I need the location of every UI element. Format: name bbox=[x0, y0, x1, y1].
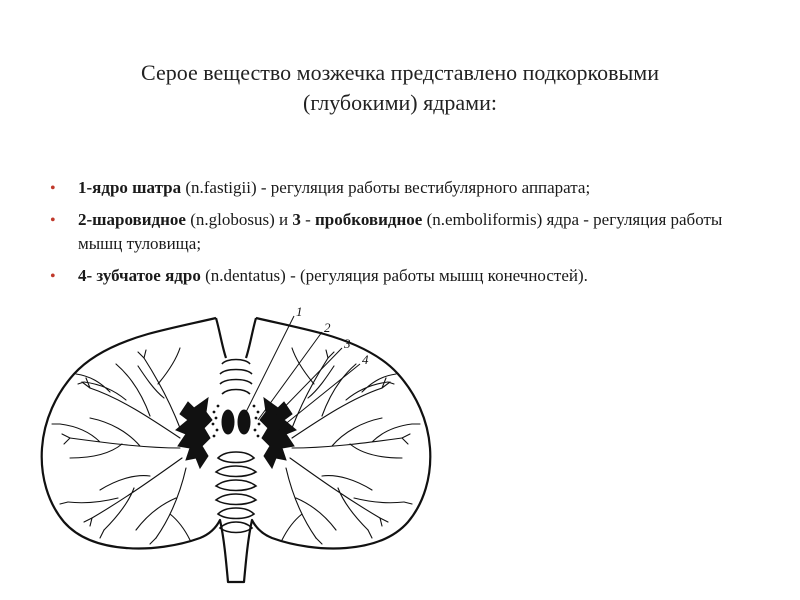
bullet-bold-text: пробковидное bbox=[315, 210, 423, 229]
dentate-nucleus-left bbox=[176, 398, 212, 468]
fastigial-nucleus-right bbox=[238, 410, 250, 434]
midline-notch bbox=[216, 318, 256, 358]
figure-label-4: 4 bbox=[362, 352, 369, 367]
bullet-item-dentatus bbox=[48, 264, 768, 288]
bullet-bold-text: 4- зубчатое ядро bbox=[78, 266, 201, 285]
arbor-vitae-right bbox=[282, 348, 420, 544]
bullet-text: (n.globosus) и bbox=[185, 210, 293, 229]
label-leader-lines bbox=[244, 316, 360, 430]
slide-title-line-2: (глубокими) ядрами: bbox=[303, 90, 497, 115]
figure-label-2: 2 bbox=[324, 320, 331, 335]
cerebellum-drawing bbox=[30, 298, 450, 598]
vermis-folia-top bbox=[220, 360, 252, 395]
bullet-bold-text: 1-ядро шатра bbox=[78, 178, 182, 197]
bullet-list bbox=[48, 176, 768, 296]
bullet-text: (n.fastigii) - регуляция работы вестибулярного аппарата; bbox=[181, 178, 591, 197]
arbor-vitae-left bbox=[52, 348, 190, 544]
cerebellum-outline bbox=[42, 318, 431, 582]
bullet-item-fastigii bbox=[48, 176, 768, 200]
bullet-bold-text: 3 bbox=[292, 210, 301, 229]
bullet-bold-text: 2-шаровидное bbox=[78, 210, 186, 229]
vermis-folia-bottom bbox=[216, 452, 256, 533]
bullet-dot-icon: • bbox=[50, 268, 56, 285]
bullet-dot-icon: • bbox=[50, 212, 56, 229]
bullet-text: (n.emboliformis) ядра - регуляция работы мышц туловища; bbox=[78, 210, 723, 253]
globose-emboliform-dots bbox=[212, 405, 261, 438]
bullet-text: (n.dentatus) - (регуляция работы мышц конечностей). bbox=[200, 266, 588, 285]
slide-title bbox=[40, 58, 760, 118]
figure-label-3: 3 bbox=[344, 336, 351, 351]
deep-nuclei bbox=[176, 398, 296, 468]
bullet-dot-icon: • bbox=[50, 180, 56, 197]
bullet-text: - bbox=[300, 210, 316, 229]
dentate-nucleus-right bbox=[260, 398, 296, 468]
slide-title-line-1: Серое вещество мозжечка представлено подкорковыми bbox=[141, 60, 659, 85]
fastigial-nucleus-left bbox=[222, 410, 234, 434]
cerebellum-section-illustration bbox=[30, 298, 450, 598]
figure-label-1: 1 bbox=[296, 304, 303, 319]
bullet-item-globosus-emboliformis bbox=[48, 208, 768, 256]
